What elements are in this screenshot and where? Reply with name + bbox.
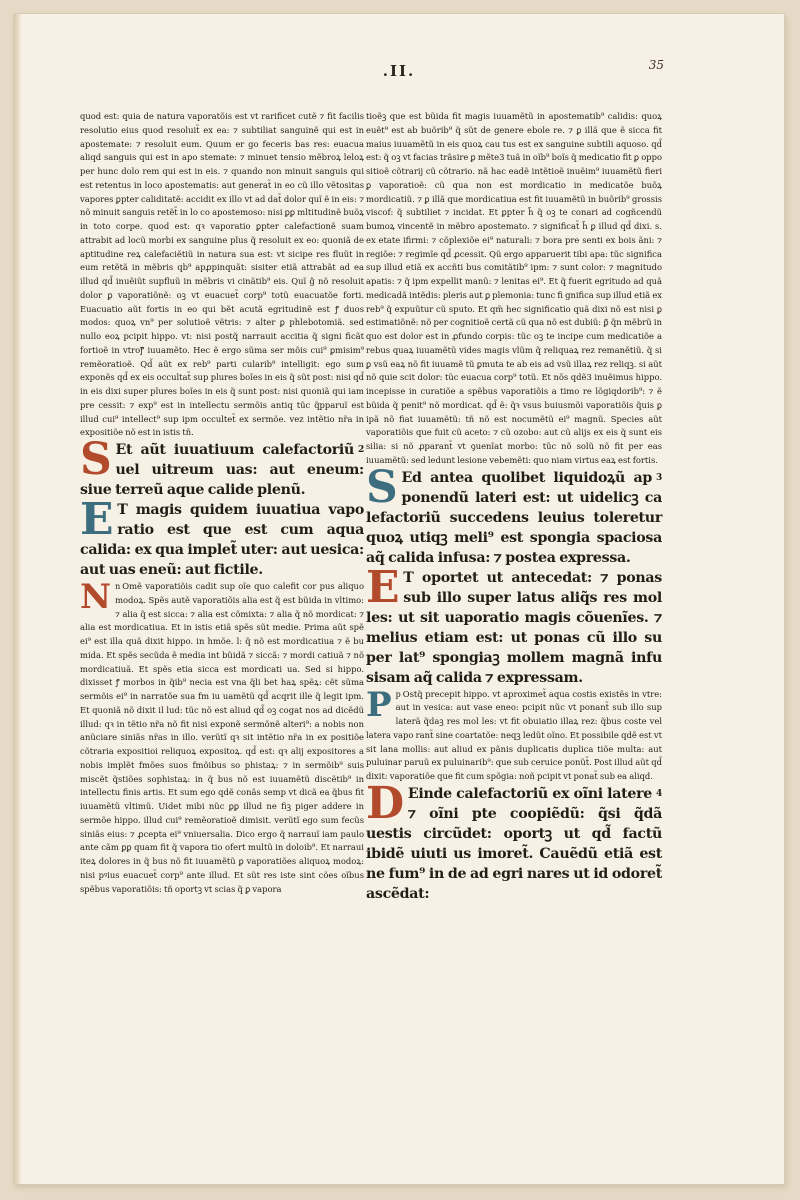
section-number: 2 — [358, 445, 364, 455]
commentary-paragraph — [366, 684, 662, 784]
running-head: .II. — [382, 62, 416, 80]
guide-letter: p — [395, 689, 401, 699]
decorated-initial: S — [80, 434, 112, 485]
right-column — [366, 110, 662, 904]
aphorism-text — [366, 561, 662, 688]
text-body: Omẽ vaporatiõis cadit sup oĩe quo calefit cor pus aliquo modoꝝ. Spẽs autẽ vaporatiõis alia est q̃ est bũida in vltimo: ⁊ alia q̃ est sicca: ⁊ alia est cõmixta: ⁊ alia q̃ nõ mordicat: ⁊ alia est mordicatiua. Et in istis etiã spẽs sũt medie. Prima aũt spẽ ei⁹ est illa quã dixit hippo. in hmõe. l: q̃ nõ est mordicatiua ⁊ ẽ bu mida. Et spẽs secũda ẽ media int bũidã ⁊ siccã: ⁊ mordi catiuã ⁊ nõ mordicatiuã. Et spẽs etia sicca est mordicati ua. Sed si hippo. dixisset ꝭ morbos in q̃ib⁹ necia est vna q̃li bet haꝝ spẽꝝ: cẽt sũma sermõis ei⁹ in narratõe sua fm iu uamẽtũ qd̃ acqrit ille q̃ legit ipm. Et quoniã nõ dixit il lud: tũc nõ est aliud qd̃ oꝫ cogat nos ad dicẽdũ illud: qꝛ in tẽtio nr̃a nõ fit nisi exponẽ sermõnẽ alteri⁹: a nobis non anũciare siniãs nr̃as in illo. verũtĩ qꝛ sit intẽtio nr̃a in ex positiõe cõtraria expositioi reliquoꝝ expositoꝝ. qd̃ est: qꝛ alij expositores a nobis implẽt fmões suos fmõibus so phistaꝝ: ⁊ in sermõib⁹ suis miscẽt q̃stiões sophistaꝝ: in q̃ bus nõ est iuuamẽtũ discẽtib⁹ in intellectu finis artis. Et sum ego qdẽ conãs semp vt dicã ea q̃bus fit iuuamẽtũ vltimũ. Uidet mibi nũc ꝑꝑ illud ne fiꝫ piger addere in sermõe hippo. illud cui⁹ remẽoratioẽ dimisit. verũtĩ ego sum fecũs siniãs eius: ⁊ ꝓcepta ei⁹ vniuersalia. Dico ergo q̃ narrauĩ iam paulo ante cãm ꝑꝑ quam fit q̃ vapora tio ofert multũ in doloib⁹. Et narraui iteꝝ dolores in q̃ bus nõ fit iuuamẽtũ ꝑ vaporatiões aliquoꝝ modoꝝ: nisi pꝰius euacuet̃ corp⁹ ante illud. Et sũt res iste sint cões oĩbus spẽbus vaporatiõis: tñ oportꝫ vt scias q̃ ꝑ vapora — [80, 581, 364, 894]
text-body: Einde calefactoriũ ex oĩni latere ⁊ oĩni pte coopiẽdũ: q̃si q̃dã uestis circũdet: oportꝫ ut qd̃ factũ ibidẽ uiuti us imoret̃. Cauẽdũ etiã est ne fum⁹ in de ad egri nares ut id odoret̃ ascẽdat: — [366, 785, 662, 902]
text-body: Ostq̃ precepit hippo. vt aproximet̃ aqua costis existẽs in vtre: aut in vesica: aut vase eneo: pcipit nũc vt ponant̃ sub illo sup laterã q̃daꝫ res mol les: vt fit obuiatio illaꝝ rez: q̃bus coste vel latera vapo rant̃ sine coartatõe: neqꝫ ledũt oĩno. Et possibile qdẽ est vt sit lana mollis: aut aliud ex pãnis duplicatis duplica tiõe multa: aut puluinar paruũ ex puluinarib⁹: que sub ceruice ponũt̃. Post illud aũt qd̃ dixit: vaporatiõe que fit cum spõgia: noñ pcipit vt ponat̃ sub ea aliqd. — [366, 688, 662, 781]
commentary-paragraph — [80, 110, 364, 440]
aphorism-text — [366, 461, 662, 568]
section-number: 4 — [656, 788, 662, 799]
text-body: tioẽꝫ que est bũida fit magis iuuamẽtũ in apostematib⁹ calidis: quoꝝ euẽt⁹ est ab buõrib⁹ q̃ sũt de genere ebole re. ⁊ ꝑ illã que ẽ sicca fit maius iuuamẽtũ in eis quoꝝ cau tus est ex sanguine subtili aquoso. qd̃ est: q̃ oꝫ vt facias trãsire ꝑ mẽte3 tuã in oĩb⁹ boĩs q̃ medicatio fit ꝑ oppo sitioẽ cõtrarij cũ cõtrario. nã hac eadẽ intẽtioẽ inuẽim⁹ iuuamẽtũ fieri ꝑ vaporatioẽ: cũ qua non est mordicatio in medicatõe buõꝝ mordicatiũ. ⁊ ꝑ illã que mordicatiua est fit iuuamẽtũ in buõrib⁹ grossis viscof: q̃ subtiliet ⁊ incidat. Et ꝑpter h̃ q̃ oꝫ te conari ad cogñcendũ bumoꝝ vincentẽ in mẽbro apostemato. ⁊ significat̃ h̃ ꝑ illud qd̃ dixi. s. ex etate ifirmi: ⁊ cõplexiõe ei⁹ naturali: ⁊ bora pre senti ex bois ãni: ⁊ regiõe: ⁊ regimĩe qd̃ ꝓcessit. Qũ ergo apparuerit tibi apa: tũc significa sup illud etiã ex accñti bus comitãtib⁹ ipm: ⁊ sunt color: ⁊ magnitudo apatis: ⁊ q̃ ipm expellit manũ: ⁊ lenitas ei⁹. Et q̃ fuerit egritudo ad quã medicadã intẽdis: pleris aut ꝑ plemonia: tunc fi gnifica sup illud etiã ex reb⁹ q̃ expuũtur cũ sputo. Et qm̃ hec significatio quã dixi nõ est nisi ꝑ estimatiõnẽ: nõ per cognitioẽ certã cũ qua nõ est dubiũ: ꝑ̃ q̃n mẽbrũ in quo est dolor est in ꝓfundo corpis: tũc oꝫ te incipe cum medicatiõe a rebus quaꝝ iuuamẽtũ vides magis vlũm q̃ reliquaꝝ rez remanẽtiũ. q̃ si ꝑ vsũ eaꝝ nõ fit iuuamẽ tũ ꝑmuta te ab eis ad vsũ illaꝝ rez reliqꝫ. si aũt nõ quie scit dolor: tũc euacua corp⁹ totũ. Et nõs qdẽ3 inuẽimus hippo. incepisse in curatiõe a spẽbus vaporatiõis a timo re lõgiqdorib⁹: ⁊ ẽ bũida q̃ penit⁹ nõ mordicat. qd̃ ẽ: q̃ꝛ vsus buiusmõi vaporatiõis q̃uis ꝑ ipã nõ fiat iuuamẽtũ: tñ nõ est nocumẽtũ ei⁹ magnũ. Species aũt vaporatiõis que fuit cũ aceto: ⁊ cũ ozobo: aut cũ alijs ex eis q̃ sunt eis silia: si nõ ꝓparant̃ vt ꝯuenĩat morbo: tũc nõ solũ nõ fit per eas iuuamẽtũ: sed ledunt lesione vebemẽti: quo niam virtus eaꝝ est fortis. — [366, 111, 662, 465]
commentary-paragraph — [366, 110, 662, 468]
decorated-initial: D — [366, 777, 404, 829]
text-body: T oportet ut antecedat: ⁊ ponas sub illo super latus aliq̃s res mol les: ut sit uaporatio magis cõuenĩes. ⁊ melius etiam est: ut ponas cũ illo su per lat⁹ spongiaꝫ mollem magnã infu sisam aq̃ calida ⁊ expressam. — [366, 569, 662, 686]
section-number: 3 — [656, 472, 662, 483]
decorated-initial: E — [80, 494, 114, 545]
decorated-initial: N — [80, 577, 112, 617]
text-body: T magis quidem iuuatiua vapo ratio est que est cum aqua calida: ex qua implet̃ uter: aut uesica: aut uas eneũ: aut fictile. — [80, 502, 364, 578]
commentary-paragraph — [80, 577, 364, 896]
decorated-initial: S — [366, 461, 398, 513]
aphorism-text — [80, 434, 364, 500]
text-body: quod est: quia de natura vaporatõis est vt rarificet cutẽ ⁊ fit facilis resolutio eius quod resoluit̃ ex ea: ⁊ subtiliat sanguinẽ qui est in apostemate: ⁊ resoluit eum. Quum er go feceris bas res: euacua aliqd sanguis qui est in apo stemate: ⁊ minuet tensio mẽbroꝝ leloꝝ per hunc dolo rem qui est in eis. ⁊ quando non minuit sanguis qui est retentus in loco apostematis: aut generat̃ in eo cũ illo vẽtositas vapores ꝑpter caliditatẽ: accidit ex illo vt ad dat̃ dolor quĩ ẽ in eis: ⁊ nõ minuit sanguis retẽt̃ in lo co apostemoso: nisi ꝑꝑ mltitudinẽ buõꝝ in toto corpe. quod est: qꝛ vaporatio ꝑpter calefactionẽ suam attrabit ad locũ morbi ex sanguine plus q̃ resoluit ex eo: quoniã de aptitudine reꝝ calefaciẽtiũ in natura sua est: vt sicipe res fluũt in eum retẽtã in mẽbris qb⁹ apꝓpinquãt: sisiter etiã attrabãt ad ea illud qd̃ inuẽiũt supfluũ in mẽbris vi cinãtib⁹ eis. Quĩ ĝ nõ resoluit dolor ꝑ vaporatiõnẽ: oꝫ vt euacuet̃ corp⁹ totũ euacuatõe forti. Euacuatio aũt fortis in eo qui bẽt acutã egritudinẽ est ꝭ duos modos: quoꝝ vn⁹ per solutioẽ vẽtris: ⁊ alter ꝑ phlebotomiã. sed nullo eoꝝ pcipit hippo. vt: nisi postq̃ narrauit accitia q̃ signi ficãt fortioẽ in vtroꝭ̃ iuuamẽto. Hec ẽ ergo sũma ser mõis cui⁹ ꝑmisim⁹ remẽoratioẽ. Qd̃ aũt ex reb⁹ parti cularib⁹ intelligit: ego sum exponẽs qd̃ ex eis occultat̃ sup plures boĩes in eis q̃ sũt post: nisi qd̃ in eis dixi super plures boĩes in eis q̃ sunt post: nisi quoniã qui iam pre cessit: ⁊ exp⁹ est in intellectu sermõis antiq tũc q̃pparuĩ est illud cui⁹ intellect⁹ sup ipm occultet̃ ex sermõe. vez intẽtio nr̃a in expositiõe nõ est in istis tñ. — [80, 111, 364, 438]
page-header — [14, 58, 784, 92]
text-body: Et aũt iuuatiuum calefactoriũ uel uitreum uas: aut eneum: siue terreũ aque calide plenũ. — [80, 442, 364, 498]
guide-letter: n — [115, 582, 121, 591]
manuscript-page — [14, 14, 784, 1184]
aphorism-text — [366, 777, 662, 904]
text-body: Ed antea quolibet liquidoꝝũ ap ponendũ lateri est: ut uidelicꝫ ca lefactoriũ succedens leuius toleretur quoꝝ utiqꝫ meli⁹ est spongia spaciosa aq̃ calida infusa: ⁊ postea expressa. — [366, 469, 662, 566]
decorated-initial: E — [366, 561, 400, 613]
folio-number: 35 — [648, 58, 664, 72]
decorated-initial: P — [366, 684, 392, 725]
aphorism-text — [80, 494, 364, 580]
left-column — [80, 110, 364, 896]
